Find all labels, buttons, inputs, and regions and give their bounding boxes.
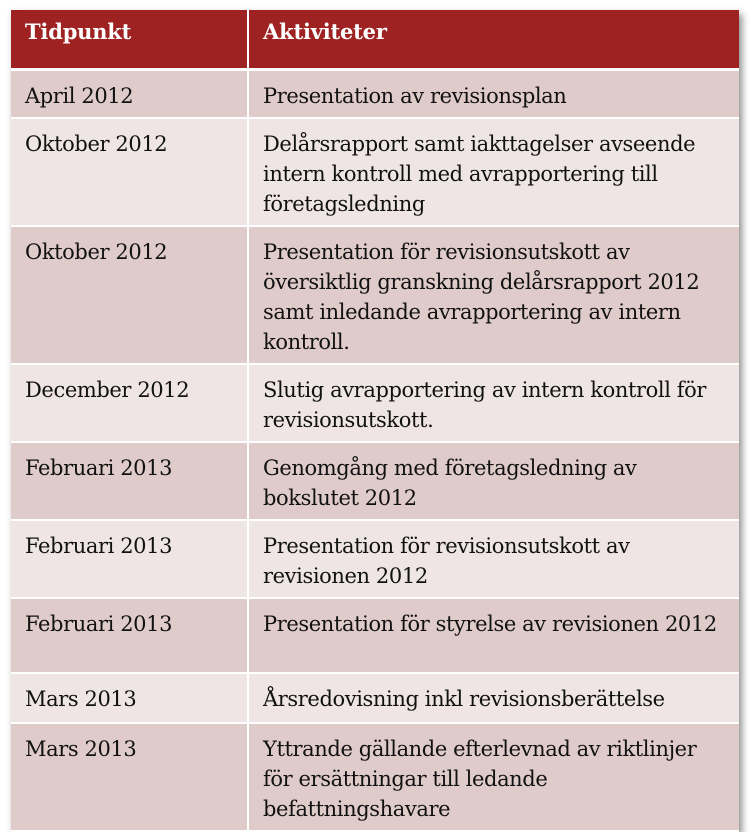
table-row <box>11 442 739 520</box>
cell-activity: Delårsrapport samt iakttagelser avseende intern kontroll med avrapportering till företagsledning <box>248 118 739 226</box>
table-row <box>11 598 739 673</box>
table-row <box>11 520 739 598</box>
table-row <box>11 364 739 442</box>
table-row <box>11 723 739 831</box>
cell-activity: Slutig avrapportering av intern kontroll för revisionsutskott. <box>248 364 739 442</box>
header-tidpunkt: Tidpunkt <box>11 10 248 69</box>
cell-activity: Genomgång med företagsledning av bokslutet 2012 <box>248 442 739 520</box>
schedule-table-container <box>11 10 739 832</box>
cell-activity: Yttrande gällande efterlevnad av riktlinjer för ersättningar till ledande befattningshavare <box>248 723 739 831</box>
cell-activity: Presentation för revisionsutskott av revisionen 2012 <box>248 520 739 598</box>
cell-time: Februari 2013 <box>11 598 248 673</box>
cell-time: Oktober 2012 <box>11 226 248 364</box>
cell-time: Februari 2013 <box>11 520 248 598</box>
cell-time: Februari 2013 <box>11 442 248 520</box>
cell-time: Mars 2013 <box>11 673 248 723</box>
cell-time: December 2012 <box>11 364 248 442</box>
header-aktiviteter: Aktiviteter <box>248 10 739 69</box>
cell-activity: Årsredovisning inkl revisionsberättelse <box>248 673 739 723</box>
cell-activity: Presentation för revisionsutskott av översiktlig granskning delårsrapport 2012 samt inledande avrapportering av intern kontroll. <box>248 226 739 364</box>
schedule-table <box>11 10 739 832</box>
cell-time: Mars 2013 <box>11 723 248 831</box>
cell-time: Oktober 2012 <box>11 118 248 226</box>
cell-activity: Presentation för styrelse av revisionen 2012 <box>248 598 739 673</box>
table-row <box>11 226 739 364</box>
table-row <box>11 69 739 118</box>
cell-activity: Presentation av revisionsplan <box>248 69 739 118</box>
table-header-row <box>11 10 739 69</box>
cell-time: April 2012 <box>11 69 248 118</box>
table-row <box>11 118 739 226</box>
table-row <box>11 673 739 723</box>
